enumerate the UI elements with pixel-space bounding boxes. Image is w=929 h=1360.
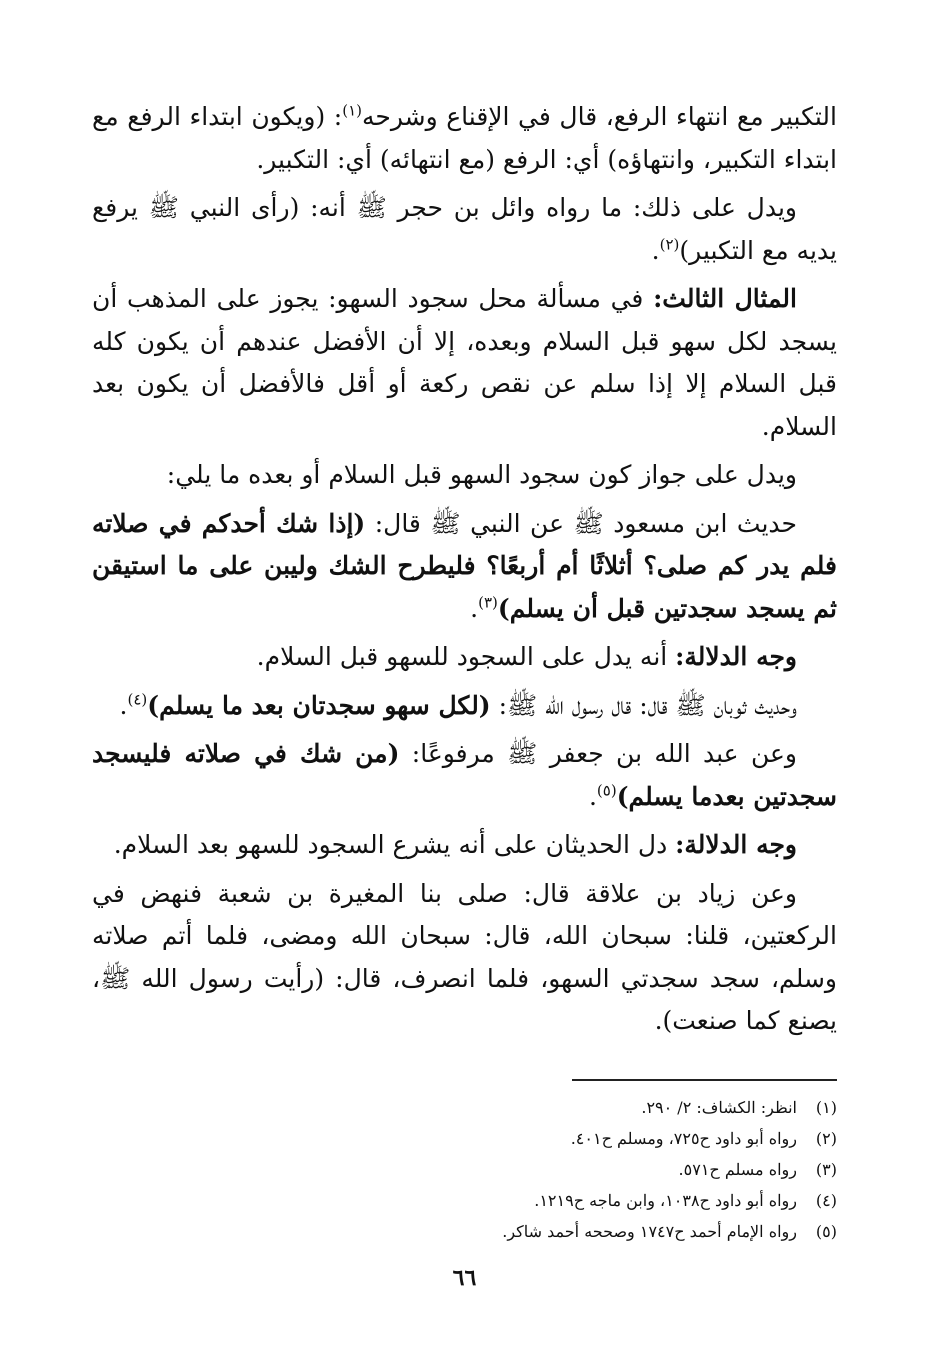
paragraph-1 bbox=[92, 96, 837, 181]
footnote-ref[interactable]: (١) bbox=[342, 101, 362, 120]
paragraph-8 bbox=[92, 733, 837, 818]
paragraph-text: في مسألة محل سجود السهو: يجوز على المذهب أن يسجد لكل سهو قبل السلام وبعده، إلا أن الأفضل عندهم أن يكون كله قبل السلام إلا إذا سلم عن نقص ركعة أو أقل فالأفضل أن يكون بعد السلام. bbox=[92, 284, 837, 441]
footnote-item bbox=[92, 1185, 837, 1216]
footnote-divider bbox=[572, 1079, 837, 1081]
paragraph-text: . bbox=[651, 235, 660, 265]
footnote-item bbox=[92, 1123, 837, 1154]
paragraph-text: حديث ابن مسعود ﷺ عن النبي ﷺ قال: bbox=[365, 508, 797, 538]
footnote-number: (٥) bbox=[815, 1222, 837, 1241]
paragraph-9 bbox=[92, 824, 837, 867]
footnote-text: رواه أبو داود ح٧٢٥، ومسلم ح٤٠١. bbox=[570, 1129, 797, 1148]
footnote-number: (١) bbox=[815, 1098, 837, 1117]
hadith-quote: (إذا شك أحدكم في صلاته فلم يدر كم صلى؟ أثلاثًا أم أربعًا؟ فليطرح الشك وليبن على ما استيقن ثم يسجد سجدتين قبل أن يسلم) bbox=[92, 508, 837, 623]
footnote-text: انظر: الكشاف: ٢/ ٢٩٠. bbox=[641, 1098, 797, 1117]
footnote-ref[interactable]: (٤) bbox=[127, 690, 148, 709]
paragraph-6 bbox=[92, 636, 837, 679]
paragraph-text: دل الحديثان على أنه يشرع السجود للسهو بعد السلام. bbox=[113, 830, 676, 859]
paragraph-text: . bbox=[588, 781, 597, 811]
section-label: وجه الدلالة: bbox=[675, 830, 797, 859]
footnote-text: رواه أبو داود ح١٠٣٨، وابن ماجه ح١٢١٩. bbox=[534, 1191, 797, 1210]
footnote-item bbox=[92, 1216, 837, 1247]
paragraph-text: أنه يدل على السجود للسهو قبل السلام. bbox=[256, 642, 676, 671]
paragraph-text: : (ويكون ابتداء الرفع مع ابتداء التكبير، وانتهاؤه) أي: الرفع (مع انتهائه) أي: التكبير. bbox=[92, 102, 837, 174]
paragraph-4 bbox=[92, 454, 837, 497]
main-text bbox=[92, 96, 837, 1049]
section-label: المثال الثالث: bbox=[653, 284, 797, 313]
paragraph-text: التكبير مع انتهاء الرفع، قال في الإقناع وشرحه bbox=[361, 102, 837, 131]
footnote-number: (٤) bbox=[815, 1191, 837, 1210]
paragraph-5 bbox=[92, 503, 837, 631]
footnote-ref[interactable]: (٥) bbox=[596, 781, 617, 800]
hadith-quote: (من شك في صلاته فليسجد سجدتين بعدما يسلم) bbox=[92, 739, 837, 811]
paragraph-text: وعن زياد بن علاقة قال: صلى بنا المغيرة بن شعبة فنهض في الركعتين، قلنا: سبحان الله، قال: سبحان الله ومضى، فلما أتم صلاته وسلم، سجد سجدتي السهو، فلما انصرف، قال: (رأيت رسول الله ﷺ، يصنع كما صنعت). bbox=[92, 878, 837, 1035]
footnote-number: (٣) bbox=[815, 1160, 837, 1179]
paragraph-10 bbox=[92, 873, 837, 1043]
footnote-text: رواه مسلم ح٥٧١. bbox=[678, 1160, 797, 1179]
footnote-ref[interactable]: (٢) bbox=[659, 235, 680, 254]
paragraph-text: وحديث ثوبان ﷺ قال: قال رسول الله ﷺ: bbox=[490, 690, 797, 720]
hadith-quote: (لكل سهو سجدتان بعد ما يسلم) bbox=[147, 690, 491, 720]
paragraph-text: . bbox=[119, 690, 128, 720]
footnote-number: (٢) bbox=[815, 1129, 837, 1148]
paragraph-3 bbox=[92, 278, 837, 448]
paragraph-2 bbox=[92, 187, 837, 272]
paragraph-7 bbox=[92, 685, 837, 728]
footnote-item bbox=[92, 1154, 837, 1185]
footnote-item bbox=[92, 1092, 837, 1123]
footnote-ref[interactable]: (٣) bbox=[478, 593, 498, 612]
paragraph-text: ويدل على جواز كون سجود السهو قبل السلام أو بعده ما يلي: bbox=[166, 460, 797, 489]
paragraph-text: ويدل على ذلك: ما رواه وائل بن حجر ﷺ أنه: (رأى النبي ﷺ يرفع يديه مع التكبير) bbox=[92, 193, 837, 265]
paragraph-text: . bbox=[470, 593, 479, 623]
section-label: وجه الدلالة: bbox=[675, 642, 797, 671]
paragraph-text: وعن عبد الله بن جعفر ﷺ مرفوعًا: bbox=[399, 739, 797, 768]
page-number: ٦٦ bbox=[452, 1265, 477, 1291]
footnote-text: رواه الإمام أحمد ح١٧٤٧ وصححه أحمد شاكر. bbox=[502, 1222, 797, 1241]
footnotes bbox=[92, 1092, 837, 1247]
